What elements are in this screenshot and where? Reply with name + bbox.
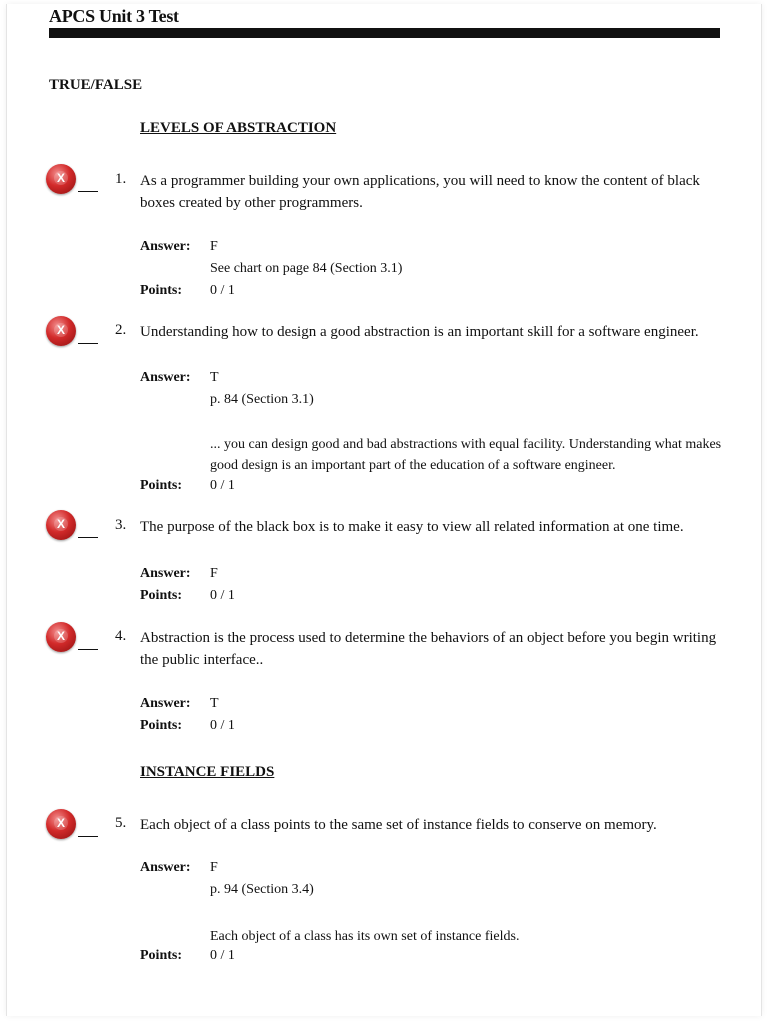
incorrect-x-icon: X xyxy=(46,622,76,652)
answer-label: Answer: xyxy=(140,696,191,711)
question-number: 5. xyxy=(115,815,127,831)
answer-blank xyxy=(78,537,98,538)
page-frame xyxy=(6,4,762,1016)
question-text: The purpose of the black box is to make it easy to view all related information at one time. xyxy=(140,519,684,535)
answer-blank xyxy=(78,649,98,650)
answer-reference: p. 84 (Section 3.1) xyxy=(210,392,314,407)
incorrect-x-icon: X xyxy=(46,510,76,540)
answer-label: Answer: xyxy=(140,239,191,254)
answer-reference: See chart on page 84 (Section 3.1) xyxy=(210,261,403,276)
section-heading: TRUE/FALSE xyxy=(49,77,143,93)
answer-reference: p. 94 (Section 3.4) xyxy=(210,882,314,897)
answer-blank xyxy=(78,191,98,192)
points-value: 0 / 1 xyxy=(210,718,235,733)
question-text: Understanding how to design a good abstraction is an important skill for a software engineer. xyxy=(140,324,699,340)
answer-value: T xyxy=(210,696,219,711)
incorrect-x-icon: X xyxy=(46,809,76,839)
answer-blank xyxy=(78,836,98,837)
points-label: Points: xyxy=(140,283,182,298)
incorrect-x-icon: X xyxy=(46,316,76,346)
answer-value: F xyxy=(210,860,218,875)
answer-explanation: ... you can design good and bad abstractions with equal facility. Understanding what makes good design is an important part of the education of a software engineer. xyxy=(210,437,722,473)
incorrect-x-icon: X xyxy=(46,164,76,194)
answer-value: T xyxy=(210,370,219,385)
subheading-levels-of-abstraction: LEVELS OF ABSTRACTION xyxy=(140,120,337,136)
document-title: APCS Unit 3 Test xyxy=(49,6,179,26)
question-number: 1. xyxy=(115,171,127,187)
points-label: Points: xyxy=(140,718,182,733)
question-number: 4. xyxy=(115,628,127,644)
points-value: 0 / 1 xyxy=(210,948,235,963)
answer-label: Answer: xyxy=(140,860,191,875)
subheading-instance-fields: INSTANCE FIELDS xyxy=(140,764,275,780)
answer-label: Answer: xyxy=(140,566,191,581)
question-number: 3. xyxy=(115,517,127,533)
answer-value: F xyxy=(210,566,218,581)
question-text: Each object of a class points to the same set of instance fields to conserve on memory. xyxy=(140,817,657,833)
answer-blank xyxy=(78,343,98,344)
points-label: Points: xyxy=(140,588,182,603)
question-text: As a programmer building your own applications, you will need to know the content of black boxes created by other programmers. xyxy=(140,173,700,211)
points-label: Points: xyxy=(140,948,182,963)
answer-label: Answer: xyxy=(140,370,191,385)
question-number: 2. xyxy=(115,322,127,338)
answer-value: F xyxy=(210,239,218,254)
title-rule xyxy=(49,28,720,38)
points-value: 0 / 1 xyxy=(210,283,235,298)
answer-explanation: Each object of a class has its own set of instance fields. xyxy=(210,929,520,944)
points-value: 0 / 1 xyxy=(210,588,235,603)
points-label: Points: xyxy=(140,478,182,493)
points-value: 0 / 1 xyxy=(210,478,235,493)
question-text: Abstraction is the process used to determine the behaviors of an object before you begin writing the public interface.. xyxy=(140,630,717,668)
